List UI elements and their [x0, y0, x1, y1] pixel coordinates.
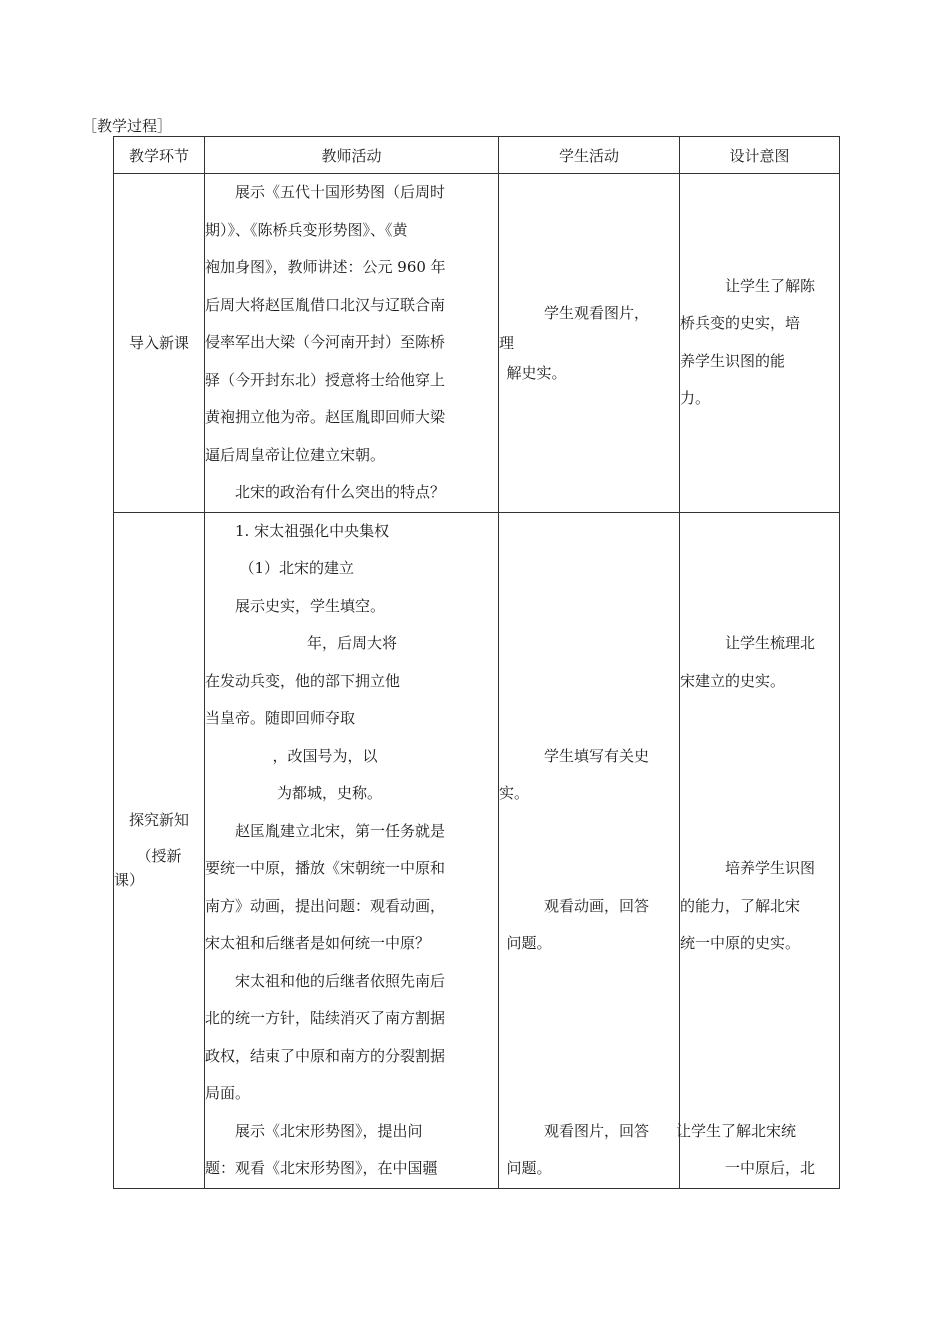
text-line: 在发动兵变，他的部下拥立他 [205, 671, 401, 690]
text-line: 的能力，了解北宋 [680, 896, 801, 915]
stage-cell-explore [114, 512, 205, 1188]
text-line: 让学生了解北宋统 [676, 1121, 797, 1140]
text-line: 问题。 [506, 934, 552, 952]
stage-cell-intro: 导入新课 [114, 174, 205, 513]
text-line: 实。 [499, 784, 530, 802]
text-line: 展示《五代十国形势图（后周时 [235, 183, 446, 201]
table-row [114, 512, 840, 1188]
stage-line: 探究新知 [128, 811, 189, 829]
text-line: 力。 [680, 389, 711, 408]
teacher-activity-intro [205, 174, 499, 513]
table-header-row [114, 137, 840, 174]
text-line: 宋太祖和他的后继者依照先南后 [235, 971, 446, 990]
text-line: 题：观看《北宋形势图》，在中国疆 [205, 1159, 438, 1177]
design-intent-explore [676, 512, 840, 1188]
student-activity-explore [499, 512, 680, 1188]
header-stage: 教学环节 [114, 137, 205, 174]
text-line: 侵率军出大梁（今河南开封）至陈桥 [205, 333, 446, 351]
text-line: 局面。 [205, 1084, 251, 1102]
stage-line: 课） [114, 871, 145, 889]
text-line: 观看动画，回答 [544, 896, 650, 915]
text-line: 后周大将赵匡胤借口北汉与辽联合南 [205, 295, 446, 314]
text-line: 展示史实，学生填空。 [235, 596, 386, 615]
text-line: 养学生识图的能 [680, 351, 786, 370]
text-line: 袍加身图》，教师讲述：公元 960 年 [205, 258, 446, 276]
text-line: 问题。 [506, 1159, 552, 1177]
text-line: 1. 宋太祖强化中央集权 [235, 521, 390, 540]
text-line: 北的统一方针，陆续消灭了南方割据 [205, 1009, 446, 1027]
text-line: ，改国号为，以 [272, 746, 378, 765]
table-row [114, 174, 840, 513]
text-line: 宋建立的史实。 [680, 671, 786, 690]
text-line: 黄袍拥立他为帝。赵匡胤即回师大梁 [205, 408, 446, 426]
text-line: 南方》动画，提出问题：观看动画， [205, 896, 446, 915]
text-line: （1）北宋的建立 [239, 559, 355, 577]
text-line: 驿（今开封东北）授意将士给他穿上 [205, 370, 446, 389]
text-line: 宋太祖和后继者是如何统一中原？ [205, 934, 431, 952]
lesson-process-table [113, 136, 840, 1189]
text-line: 为都城，史称。 [277, 784, 383, 802]
text-line: 一中原后，北 [725, 1159, 816, 1177]
text-line: 展示《北宋形势图》，提出问 [235, 1121, 423, 1140]
text-line: 理 [499, 333, 515, 352]
text-line: 期）》、《陈桥兵变形势图》、《黄 [205, 220, 408, 239]
text-line: 政权，结束了中原和南方的分裂割据 [205, 1046, 446, 1065]
text-line: 北宋的政治有什么突出的特点？ [235, 483, 446, 501]
text-line: 年，后周大将 [307, 634, 398, 652]
text-line: 桥兵变的史实，培 [680, 314, 801, 333]
text-line: 逼后周皇帝让位建立宋朝。 [205, 445, 386, 464]
text-line: 统一中原的史实。 [680, 934, 801, 952]
stage-line: （授新 [136, 847, 182, 865]
text-line: 赵匡胤建立北宋，第一任务就是 [235, 821, 446, 840]
text-line: 培养学生识图 [725, 859, 816, 877]
text-line: 当皇帝。随即回师夺取 [205, 709, 356, 727]
text-line: 要统一中原，播放《宋朝统一中原和 [205, 859, 446, 877]
text-line: 让学生梳理北 [725, 634, 816, 652]
design-intent-intro [680, 174, 840, 513]
student-activity-intro [499, 174, 680, 513]
header-teacher: 教师活动 [205, 137, 499, 174]
text-line: 观看图片，回答 [544, 1121, 650, 1140]
text-line: 学生观看图片， [544, 303, 650, 322]
text-line: 解史实。 [506, 363, 567, 382]
header-intent: 设计意图 [680, 137, 840, 174]
header-student: 学生活动 [499, 137, 680, 174]
teacher-activity-explore [205, 512, 499, 1188]
section-heading: ［教学过程］ [82, 117, 173, 135]
text-line: 学生填写有关史 [544, 746, 650, 765]
text-line: 让学生了解陈 [725, 276, 816, 295]
